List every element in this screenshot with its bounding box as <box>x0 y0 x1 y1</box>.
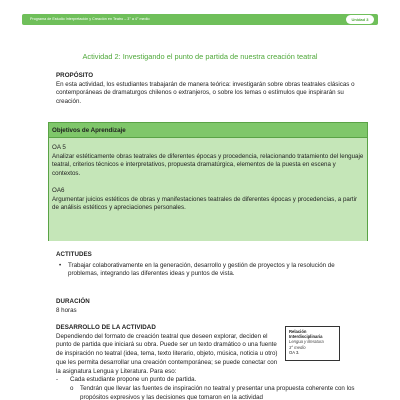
sub-list-item <box>56 385 366 400</box>
actitudes-section <box>56 251 366 279</box>
header-bar <box>0 0 400 36</box>
list-item <box>56 376 366 385</box>
list-item-text: Cada estudiante propone un punto de partida. <box>70 376 197 384</box>
interdisciplinary-level: 3° medio <box>289 344 306 350</box>
dash-icon: - <box>56 376 59 384</box>
objective-code: OA 5 <box>52 144 66 151</box>
objective-text: Argumentar juicios estéticos de obras y manifestaciones teatrales de diferentes épocas y procedencias, a partir de análisis estéticos y apreciaciones personales. <box>52 195 358 212</box>
proposito-heading: PROPÓSITO <box>56 72 94 79</box>
sub-list-item-text: Tendrán que llevar las fuentes de inspiración no teatral y presentar una propuesta coherente con los propósitos expresivos y las decisiones que tomaron en la actividad <box>80 384 355 400</box>
duracion-heading: DURACIÓN <box>56 298 90 305</box>
circle-bullet-icon: o <box>70 384 74 392</box>
bullet-icon: • <box>59 261 62 269</box>
actitudes-heading: ACTITUDES <box>56 251 92 258</box>
interdisciplinary-box <box>285 326 340 361</box>
objective-code: OA6 <box>52 186 65 194</box>
attitude-text: Trabajar colaborativamente en la generación, desarrollo y gestión de proyectos y la resolución de problemas, integrando las diferentes ideas y puntos de vista. <box>68 261 335 278</box>
objective-item <box>52 144 364 179</box>
objective-text: Analizar estéticamente obras teatrales de diferentes épocas y procedencia, relacionando tratamiento del lenguaje teatral, criterios técnicos e interpretativos, propuesta dramatúrgica, elementos de la puesta en escena y contextos. <box>52 152 364 178</box>
activity-title: Actividad 2: Investigando el punto de partida de nuestra creación teatral <box>82 52 318 61</box>
unit-badge: Unidad 3 <box>346 15 374 24</box>
objectives-heading: Objetivos de Aprendizaje <box>49 123 367 138</box>
interdisciplinary-title: Relación Interdisciplinaria <box>289 329 323 340</box>
proposito-body: En esta actividad, los estudiantes trabajarán de manera teórica: investigarán sobre obras teatrales clásicas o contemporáneas de dramaturgos chilenos o extranjeros, o sobre los temas o estímulos que inspirarán su creación. <box>56 80 355 106</box>
objective-item <box>52 187 364 213</box>
objectives-box <box>48 122 368 241</box>
desarrollo-heading: DESARROLLO DE LA ACTIVIDAD <box>56 324 156 331</box>
list-item <box>56 262 366 279</box>
interdisciplinary-subject: Lengua y literatura <box>289 339 324 345</box>
duracion-section <box>56 298 366 315</box>
desarrollo-intro: Dependiendo del formato de creación teatral que deseen explorar, deciden el punto de partida que iniciará su obra. Puede ser un texto dramático o una fuente de inspiración no teatral (idea, tema, texto literario, objeto, música, noticia u otro) que les permita desarrollar una creación contemporánea; se puede conectar con la asignatura Lengua y Literatura. Para eso: <box>56 332 278 375</box>
proposito-section <box>56 72 366 107</box>
interdisciplinary-oa: OA 3. <box>289 349 300 355</box>
program-title: Programa de Estudio Interpretación y Creación en Teatro – 3° a 4° medio <box>30 17 150 21</box>
objectives-body <box>49 138 367 241</box>
duracion-value: 8 horas <box>56 306 77 314</box>
